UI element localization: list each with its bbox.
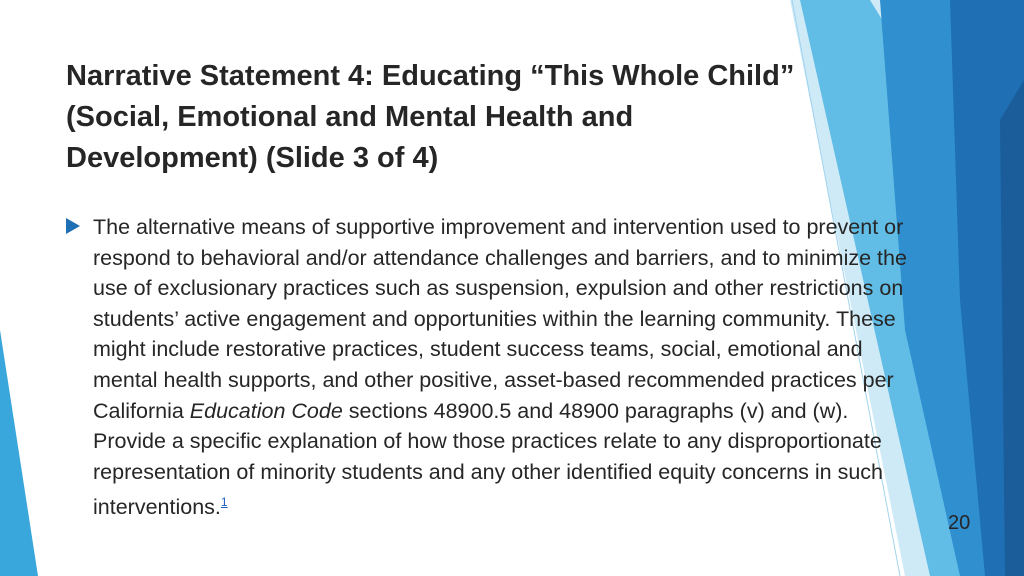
bullet-text-part2: sections 48900.5 and 48900 paragraphs (v) and (w). Provide a specific explanation of how those practices relate to any disproportionate representation of minority students and any other identified equity concerns in such interventions.	[93, 398, 883, 520]
education-code-italic: Education Code	[189, 398, 343, 423]
left-accent-shape	[0, 330, 38, 576]
bullet-text-part1: The alternative means of supportive improvement and intervention used to prevent or respond to behavioral and/or attendance challenges and barriers, and to minimize the use of exclusionary practices such as suspension, expulsion and other restrictions on students’ active engagement and opportunities within the learning community. These might include restorative practices, student success teams, social, emotional and mental health supports, and other positive, asset-based recommended practices per California	[93, 215, 907, 423]
slide-title: Narrative Statement 4: Educating “This Whole Child” (Social, Emotional and Mental Health and Development) (Slide 3 of 4)	[66, 60, 795, 174]
footnote-link[interactable]: 1	[220, 495, 228, 510]
page-number: 20	[948, 512, 971, 534]
play-arrow-bullet-icon	[66, 218, 80, 234]
bullet-text	[93, 212, 923, 523]
